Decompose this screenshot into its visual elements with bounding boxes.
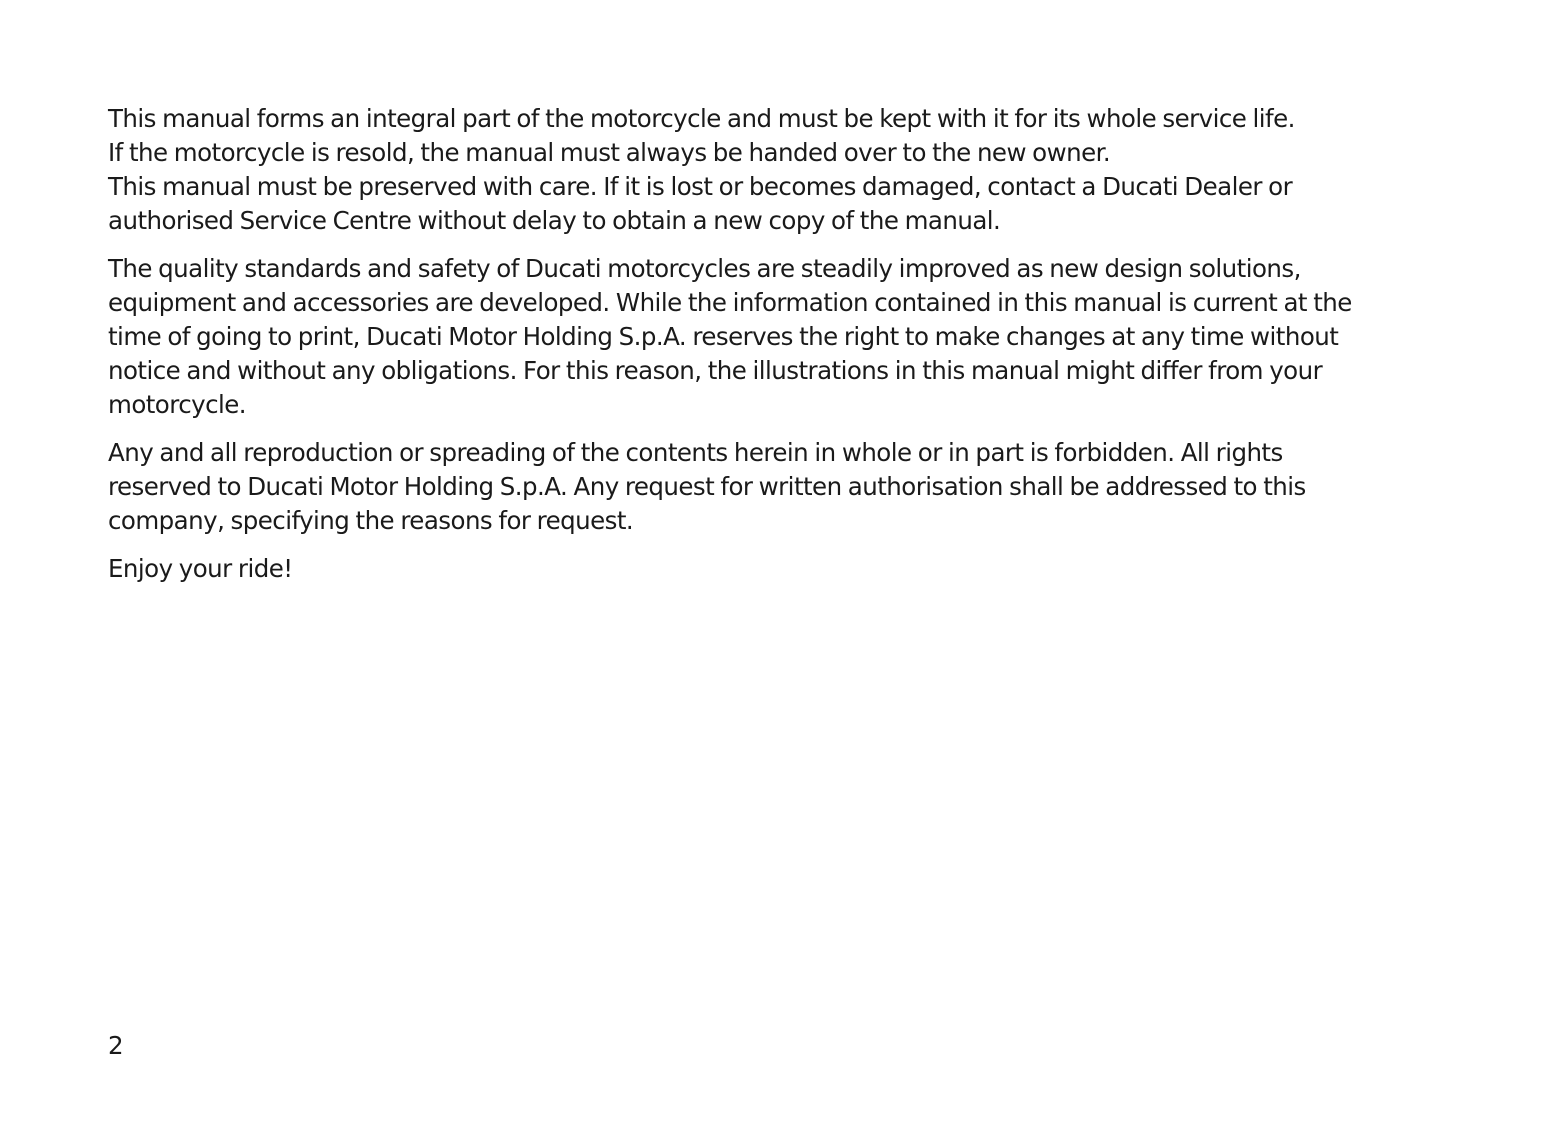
page-number: 2	[108, 1031, 124, 1060]
manual-page-body	[108, 102, 1468, 600]
paragraph-closing	[108, 552, 1468, 586]
text-line: authorised Service Centre without delay to obtain a new copy of the manual.	[108, 206, 1001, 235]
text-line: notice and without any obligations. For this reason, the illustrations in this manual might differ from your	[108, 356, 1323, 385]
text-line: The quality standards and safety of Ducati motorcycles are steadily improved as new design solutions,	[108, 254, 1301, 283]
text-line: This manual forms an integral part of the motorcycle and must be kept with it for its whole service life.	[108, 104, 1295, 133]
text-line: This manual must be preserved with care. If it is lost or becomes damaged, contact a Ducati Dealer or	[108, 172, 1293, 201]
text-line: reserved to Ducati Motor Holding S.p.A. Any request for written authorisation shall be addressed to this	[108, 472, 1306, 501]
paragraph-quality-standards	[108, 252, 1468, 422]
text-line: Enjoy your ride!	[108, 554, 293, 583]
text-line: equipment and accessories are developed. While the information contained in this manual is current at the	[108, 288, 1352, 317]
text-line: time of going to print, Ducati Motor Holding S.p.A. reserves the right to make changes at any time without	[108, 322, 1339, 351]
text-line: company, specifying the reasons for request.	[108, 506, 634, 535]
paragraph-manual-integral-part	[108, 102, 1468, 238]
text-line: Any and all reproduction or spreading of the contents herein in whole or in part is forbidden. All rights	[108, 438, 1283, 467]
paragraph-reproduction-rights	[108, 436, 1468, 538]
text-line: motorcycle.	[108, 390, 247, 419]
text-line: If the motorcycle is resold, the manual must always be handed over to the new owner.	[108, 138, 1111, 167]
